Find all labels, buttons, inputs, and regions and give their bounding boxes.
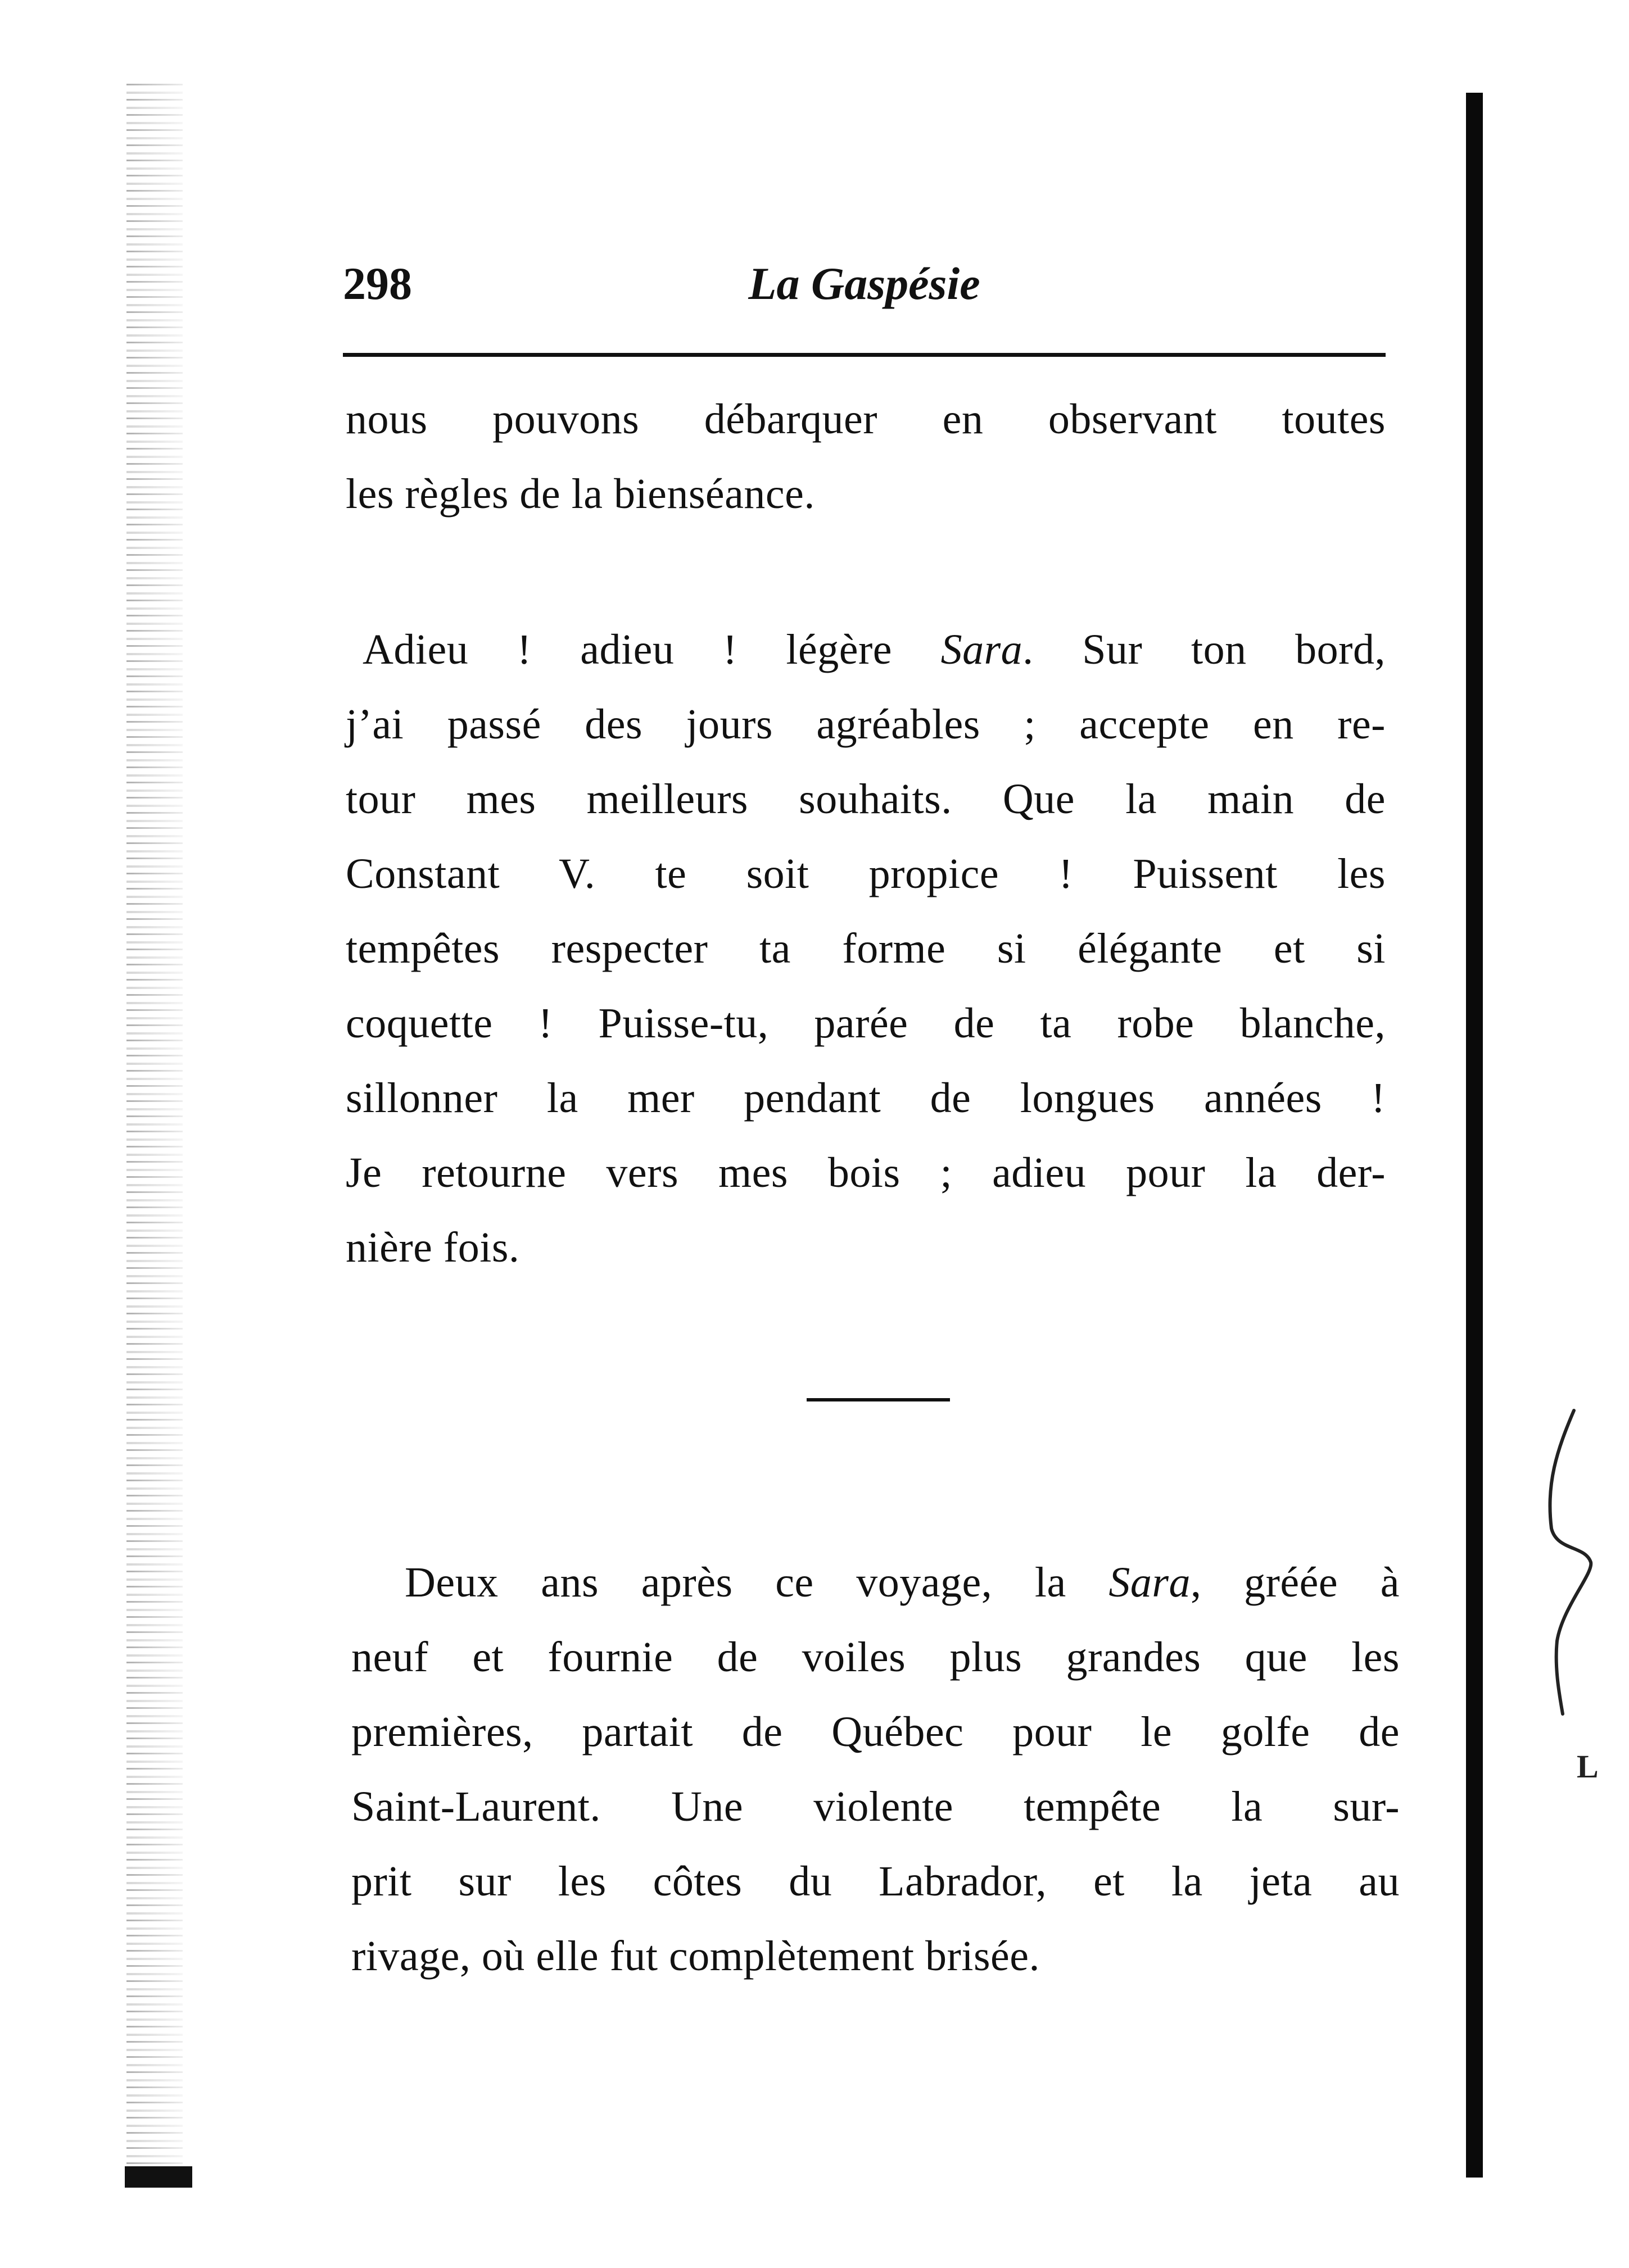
text-line: prit sur les côtes du Labrador, et la jeta au bbox=[351, 1858, 1400, 1905]
text-line: nous pouvons débarquer en observant toutes bbox=[346, 396, 1386, 443]
margin-letter: L bbox=[1577, 1748, 1599, 1785]
paragraph-3 bbox=[351, 1545, 1400, 1994]
text-line: Constant V. te soit propice ! Puissent les bbox=[346, 850, 1386, 897]
text-line: nière fois. bbox=[346, 1224, 520, 1271]
text-line: Je retourne vers mes bois ; adieu pour la der- bbox=[346, 1149, 1386, 1196]
running-head bbox=[343, 253, 1386, 315]
text-line: tempêtes respecter ta forme si élégante et si bbox=[346, 925, 1386, 972]
page-number: 298 bbox=[343, 258, 412, 309]
text-line: j’ai passé des jours agréables ; accepte en re- bbox=[346, 701, 1386, 748]
page-corner-mark bbox=[125, 2166, 192, 2188]
text-line: neuf et fournie de voiles plus grandes que les bbox=[351, 1634, 1400, 1681]
text-line: coquette ! Puisse-tu, parée de ta robe blanche, bbox=[346, 1000, 1386, 1047]
paragraph-2 bbox=[346, 613, 1386, 1285]
binding-edge-bar bbox=[1466, 93, 1483, 2178]
text-line: tour mes meilleurs souhaits. Que la main de bbox=[346, 775, 1386, 823]
text-line: rivage, où elle fut complètement brisée. bbox=[351, 1933, 1040, 1980]
section-divider bbox=[807, 1398, 950, 1401]
pencil-bracket-mark bbox=[1540, 1405, 1608, 1720]
text-line: Deux ans après ce voyage, la Sara, gréée à bbox=[405, 1559, 1400, 1606]
header-rule bbox=[343, 353, 1386, 357]
page-edge-shadow bbox=[126, 79, 183, 2180]
text-line: Adieu ! adieu ! légère Sara. Sur ton bord, bbox=[363, 626, 1386, 673]
ship-name: Sara bbox=[1108, 1559, 1191, 1606]
text-line: Saint-Laurent. Une violente tempête la sur- bbox=[351, 1783, 1400, 1830]
text-line: premières, partait de Québec pour le golfe de bbox=[351, 1708, 1400, 1756]
text-line: les règles de la bienséance. bbox=[346, 470, 815, 518]
ship-name: Sara bbox=[940, 626, 1023, 673]
paragraph-1 bbox=[346, 382, 1386, 532]
text-line: sillonner la mer pendant de longues années ! bbox=[346, 1074, 1386, 1122]
running-title: La Gaspésie bbox=[748, 258, 980, 309]
